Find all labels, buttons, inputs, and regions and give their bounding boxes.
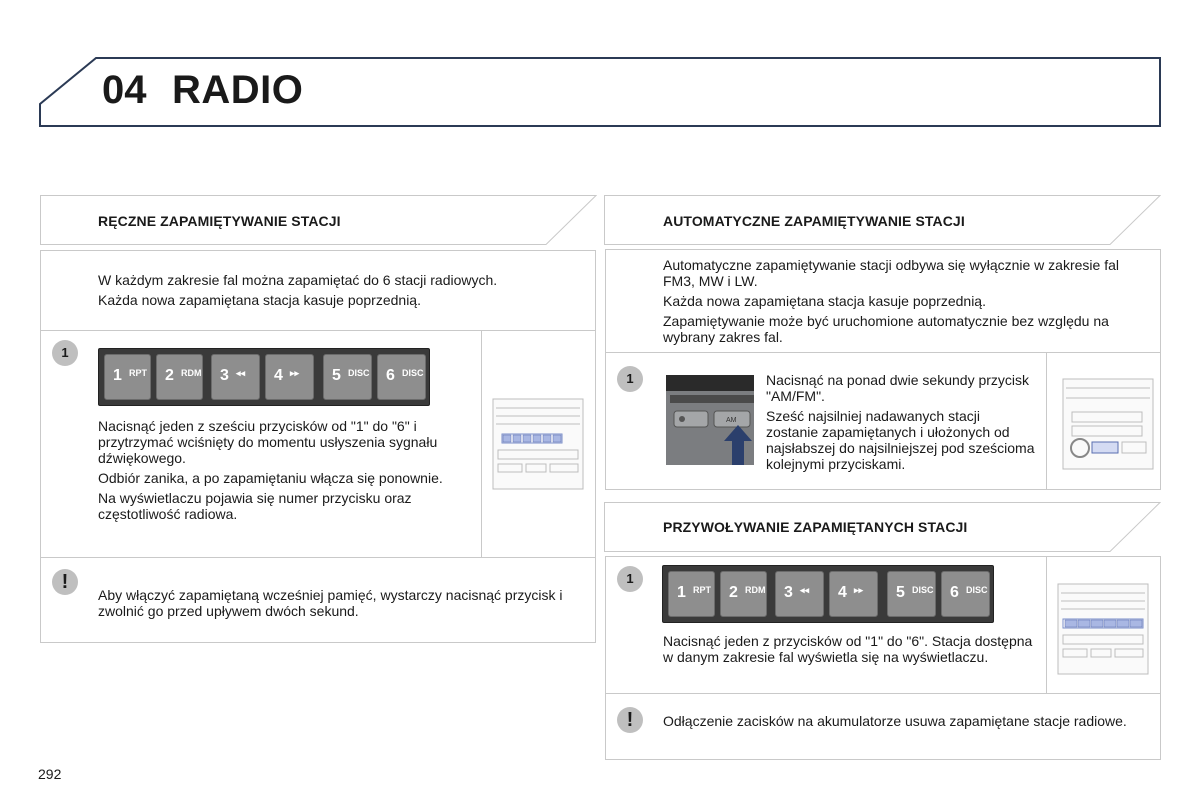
- chapter-number: 04: [102, 68, 147, 112]
- preset-key-2: [156, 354, 203, 400]
- key-label: DISC: [402, 368, 424, 378]
- preset-key-2: [720, 571, 767, 617]
- key-label: RPT: [129, 368, 147, 378]
- step-badge: 1: [617, 366, 643, 392]
- key-label: ▸▸: [290, 368, 300, 378]
- preset-key-5: [323, 354, 372, 400]
- key-number: 3: [220, 367, 229, 384]
- key-label: RDM: [745, 585, 766, 595]
- left-warning-text: Aby włączyć zapamiętaną wcześniej pamięć, wystarczy nacisnąć przycisk i zwolnić go przed upływem dwóch sekund.: [98, 587, 563, 619]
- auto-intro-line: Automatyczne zapamiętywanie stacji odbywa się wyłącznie w zakresie fal FM3, MW i LW.: [663, 257, 1119, 289]
- auto-step-line: Sześć najsilniej nadawanych stacji zostanie zapamiętanych i ułożonych od najsłabszej do najsilniejszej pod sześcioma kolejnymi przyciskami.: [766, 408, 1035, 472]
- am-fm-button-photo: [666, 375, 754, 465]
- left-intro-line: W każdym zakresie fal można zapamiętać do 6 stacji radiowych.: [98, 272, 498, 288]
- key-label: ◂◂: [236, 368, 246, 378]
- key-number: 6: [386, 367, 395, 384]
- divider: [41, 330, 595, 331]
- left-step-text: [98, 418, 468, 526]
- warning-icon: !: [52, 569, 78, 595]
- key-number: 4: [274, 367, 283, 384]
- auto-intro-line: Zapamiętywanie może być uruchomione automatycznie bez względu na wybrany zakres fal.: [663, 313, 1109, 345]
- divider: [41, 557, 595, 558]
- step-badge: 1: [617, 566, 643, 592]
- page-number: 292: [38, 766, 62, 782]
- auto-step-line: Nacisnąć na ponad dwie sekundy przycisk "AM/FM".: [766, 372, 1030, 404]
- key-label: ◂◂: [800, 585, 810, 595]
- preset-key-6: [377, 354, 426, 400]
- left-intro-line: Każda nowa zapamiętana stacja kasuje poprzednią.: [98, 292, 421, 308]
- key-number: 2: [729, 584, 738, 601]
- key-number: 1: [677, 584, 686, 601]
- preset-key-6: [941, 571, 990, 617]
- preset-key-4: [265, 354, 314, 400]
- divider: [606, 352, 1160, 353]
- left-step-line: Nacisnąć jeden z sześciu przycisków od "1" do "6" i przytrzymać wciśnięty do momentu usłyszenia sygnału dźwiękowego.: [98, 418, 438, 466]
- radio-console-thumbnail: [1062, 378, 1154, 470]
- auto-step-text: [766, 372, 1036, 476]
- preset-key-4: [829, 571, 878, 617]
- recall-warning-text: Odłączenie zacisków na akumulatorze usuwa zapamiętane stacje radiowe.: [663, 713, 1127, 729]
- key-number: 5: [896, 584, 905, 601]
- preset-key-1: [104, 354, 151, 400]
- recall-step-text: Nacisnąć jeden z przycisków od "1" do "6". Stacja dostępna w danym zakresie fal wyświetla się na wyświetlaczu.: [663, 633, 1033, 665]
- preset-key-1: [668, 571, 715, 617]
- preset-key-strip: [662, 565, 994, 623]
- key-number: 2: [165, 367, 174, 384]
- divider: [481, 331, 482, 557]
- key-number: 6: [950, 584, 959, 601]
- recall-section-title: PRZYWOŁYWANIE ZAPAMIĘTANYCH STACJI: [663, 519, 968, 535]
- key-number: 1: [113, 367, 122, 384]
- step-badge: 1: [52, 340, 78, 366]
- left-section-title: RĘCZNE ZAPAMIĘTYWANIE STACJI: [98, 213, 341, 229]
- auto-intro: [663, 257, 1143, 349]
- key-label: ▸▸: [854, 585, 864, 595]
- auto-intro-line: Każda nowa zapamiętana stacja kasuje poprzednią.: [663, 293, 986, 309]
- divider: [1046, 557, 1047, 693]
- key-label: DISC: [912, 585, 934, 595]
- chapter-title: RADIO: [172, 68, 304, 112]
- key-label: DISC: [348, 368, 370, 378]
- warning-icon: !: [617, 707, 643, 733]
- divider: [1046, 353, 1047, 489]
- am-label: AM: [726, 417, 737, 424]
- key-number: 5: [332, 367, 341, 384]
- radio-console-thumbnail: [1057, 583, 1149, 675]
- left-step-line: Na wyświetlaczu pojawia się numer przycisku oraz częstotliwość radiowa.: [98, 490, 412, 522]
- divider: [606, 693, 1160, 694]
- auto-section-title: AUTOMATYCZNE ZAPAMIĘTYWANIE STACJI: [663, 213, 965, 229]
- key-number: 4: [838, 584, 847, 601]
- key-label: RDM: [181, 368, 202, 378]
- preset-key-3: [775, 571, 824, 617]
- preset-key-5: [887, 571, 936, 617]
- radio-console-thumbnail: [492, 398, 584, 490]
- left-step-line: Odbiór zanika, a po zapamiętaniu włącza się ponownie.: [98, 470, 443, 486]
- key-label: DISC: [966, 585, 988, 595]
- preset-key-3: [211, 354, 260, 400]
- left-intro: [98, 272, 578, 312]
- key-label: RPT: [693, 585, 711, 595]
- preset-key-strip: [98, 348, 430, 406]
- key-number: 3: [784, 584, 793, 601]
